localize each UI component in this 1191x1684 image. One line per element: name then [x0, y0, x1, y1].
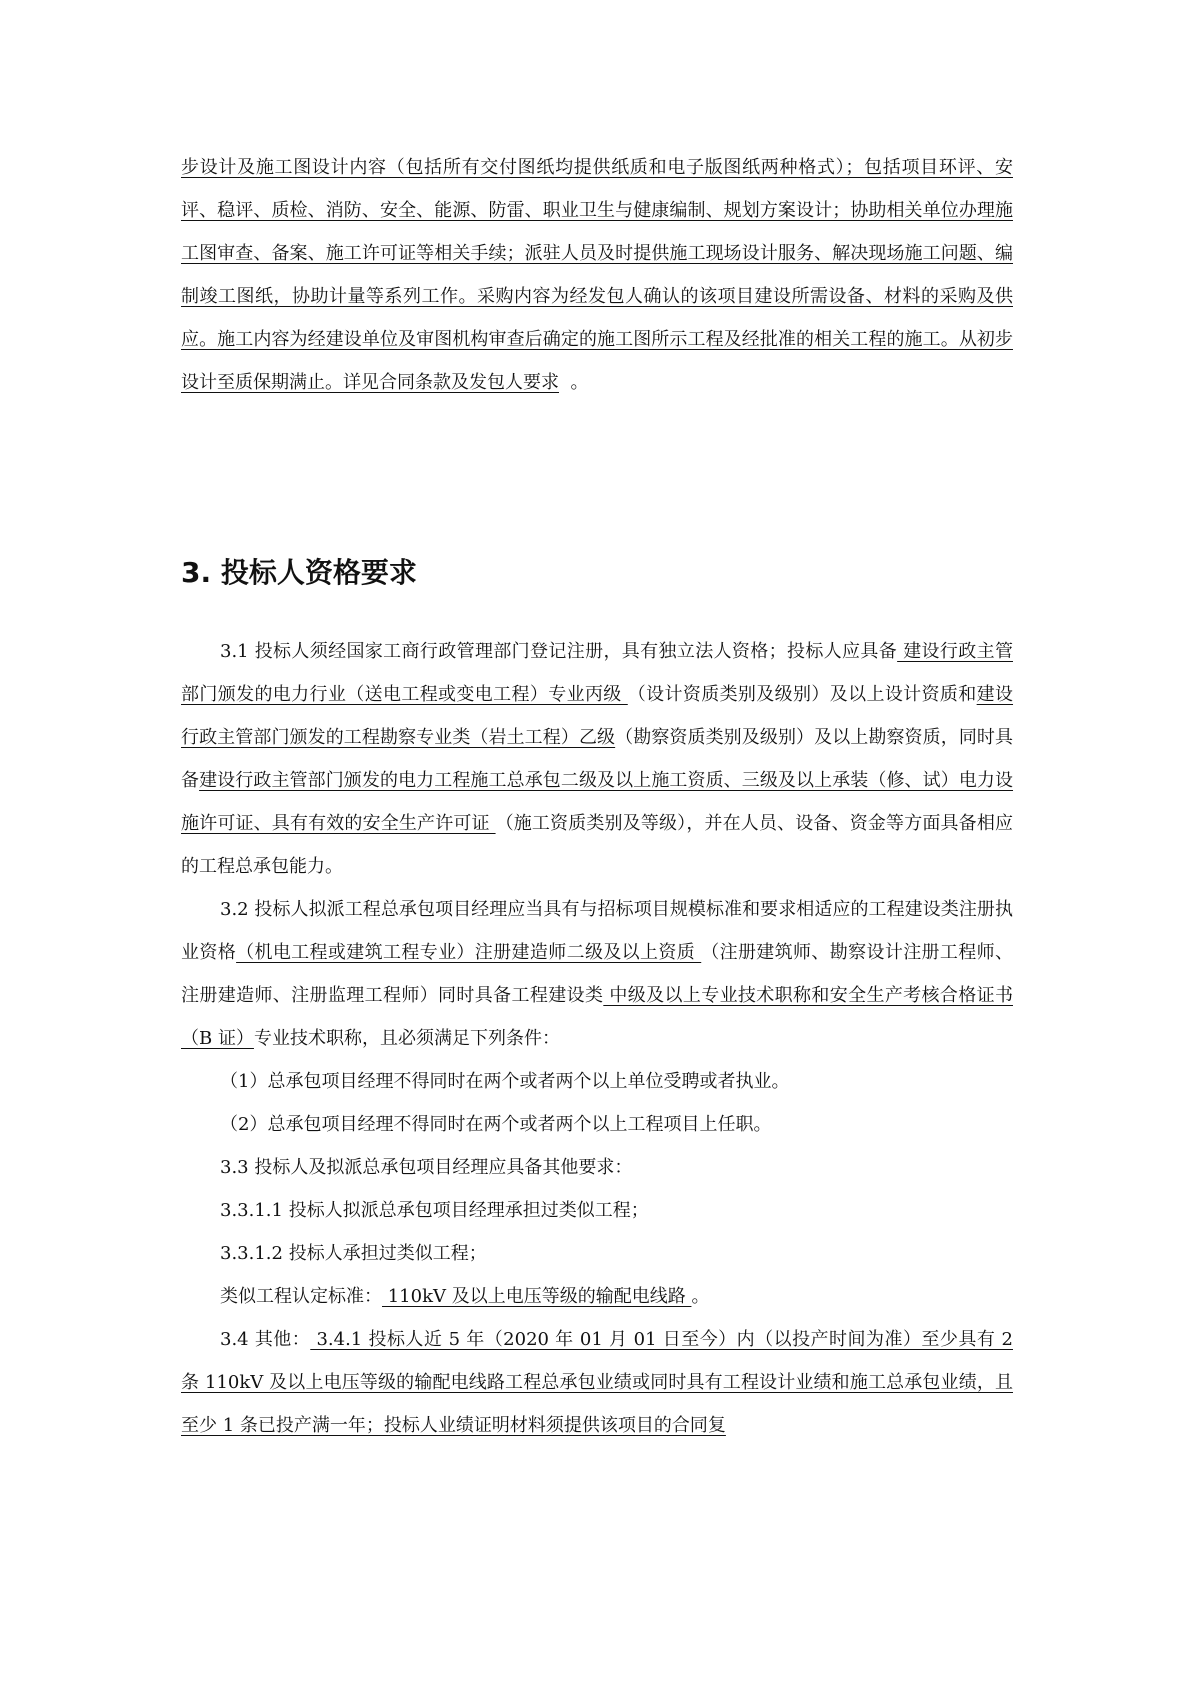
- requirement-3-3-1-2: 3.3.1.2 投标人承担过类似工程；: [220, 1243, 487, 1264]
- intro-underlined-text: 步设计及施工图设计内容（包括所有交付图纸均提供纸质和电子版图纸两种格式）；包括项目环评、安评、稳评、质检、消防、安全、能源、防雷、职业卫生与健康编制、规划方案设计；协助相关单位办理施工图审查、备案、施工许可证等相关手续；派驻人员及时提供施工现场设计服务、解决现场施工问题、编制竣工图纸，协助计量等系列工作。采购内容为经发包人确认的该项目建设所需设备、材料的采购及供应。施工内容为经建设单位及审图机构审查后确定的施工图所示工程及经批准的相关工程的施工。从初步设计至质保期满止。详见合同条款及发包人要求: [181, 157, 1013, 393]
- requirement-3-1: 3.1 投标人须经国家工商行政管理部门登记注册，具有独立法人资格；投标人应具备 建设行政主管部门颁发的电力行业（送电工程或变电工程）专业丙级 （设计资质类别及级别）及以上设计资质和建设行政主管部门颁发的工程勘察专业类（岩土工程）乙级（勘察资质类别及级别）及以上勘察资质，同时具备建设行政主管部门颁发的电力工程施工总承包二级及以上施工资质、三级及以上承装（修、试）电力设施许可证、具有有效的安全生产许可证 （施工资质类别及等级），并在人员、设备、资金等方面具备相应的工程总承包能力。: [181, 641, 1014, 877]
- requirement-3-4: 3.4 其他： 3.4.1 投标人近 5 年（2020 年 01 月 01 日至今）内（以投产时间为准）至少具有 2 条 110kV 及以上电压等级的输配电线路工程总承包业绩或同时具有工程设计业绩和施工总承包业绩，且至少 1 条已投产满一年；投标人业绩证明材料须提供该项目的合同复: [181, 1329, 1013, 1436]
- requirement-3-3-1-1: 3.3.1.1 投标人拟派总承包项目经理承担过类似工程；: [220, 1200, 649, 1221]
- qualification-requirements: [181, 630, 1013, 1447]
- requirement-3-2: 3.2 投标人拟派工程总承包项目经理应当具有与招标项目规模标准和要求相适应的工程建设类注册执业资格（机电工程或建筑工程专业）注册建造师二级及以上资质 （注册建筑师、勘察设计注册工程师、注册建造师、注册监理工程师）同时具备工程建设类 中级及以上专业技术职称和安全生产考核合格证书（B 证）专业技术职称，且必须满足下列条件：: [181, 899, 1014, 1049]
- section-heading: 3. 投标人资格要求: [181, 556, 417, 589]
- condition-2: （2）总承包项目经理不得同时在两个或者两个以上工程项目上任职。: [220, 1114, 772, 1135]
- condition-1: （1）总承包项目经理不得同时在两个或者两个以上单位受聘或者执业。: [220, 1071, 790, 1092]
- similar-project-standard: 类似工程认定标准： 110kV 及以上电压等级的输配电线路 。: [220, 1286, 710, 1307]
- requirement-3-3: 3.3 投标人及拟派总承包项目经理应具备其他要求：: [220, 1157, 633, 1178]
- intro-paragraph-block: [181, 146, 1013, 404]
- intro-paragraph: 步设计及施工图设计内容（包括所有交付图纸均提供纸质和电子版图纸两种格式）；包括项目环评、安评、稳评、质检、消防、安全、能源、防雷、职业卫生与健康编制、规划方案设计；协助相关单位办理施工图审查、备案、施工许可证等相关手续；派驻人员及时提供施工现场设计服务、解决现场施工问题、编制竣工图纸，协助计量等系列工作。采购内容为经发包人确认的该项目建设所需设备、材料的采购及供应。施工内容为经建设单位及审图机构审查后确定的施工图所示工程及经批准的相关工程的施工。从初步设计至质保期满止。详见合同条款及发包人要求 。: [181, 157, 1013, 393]
